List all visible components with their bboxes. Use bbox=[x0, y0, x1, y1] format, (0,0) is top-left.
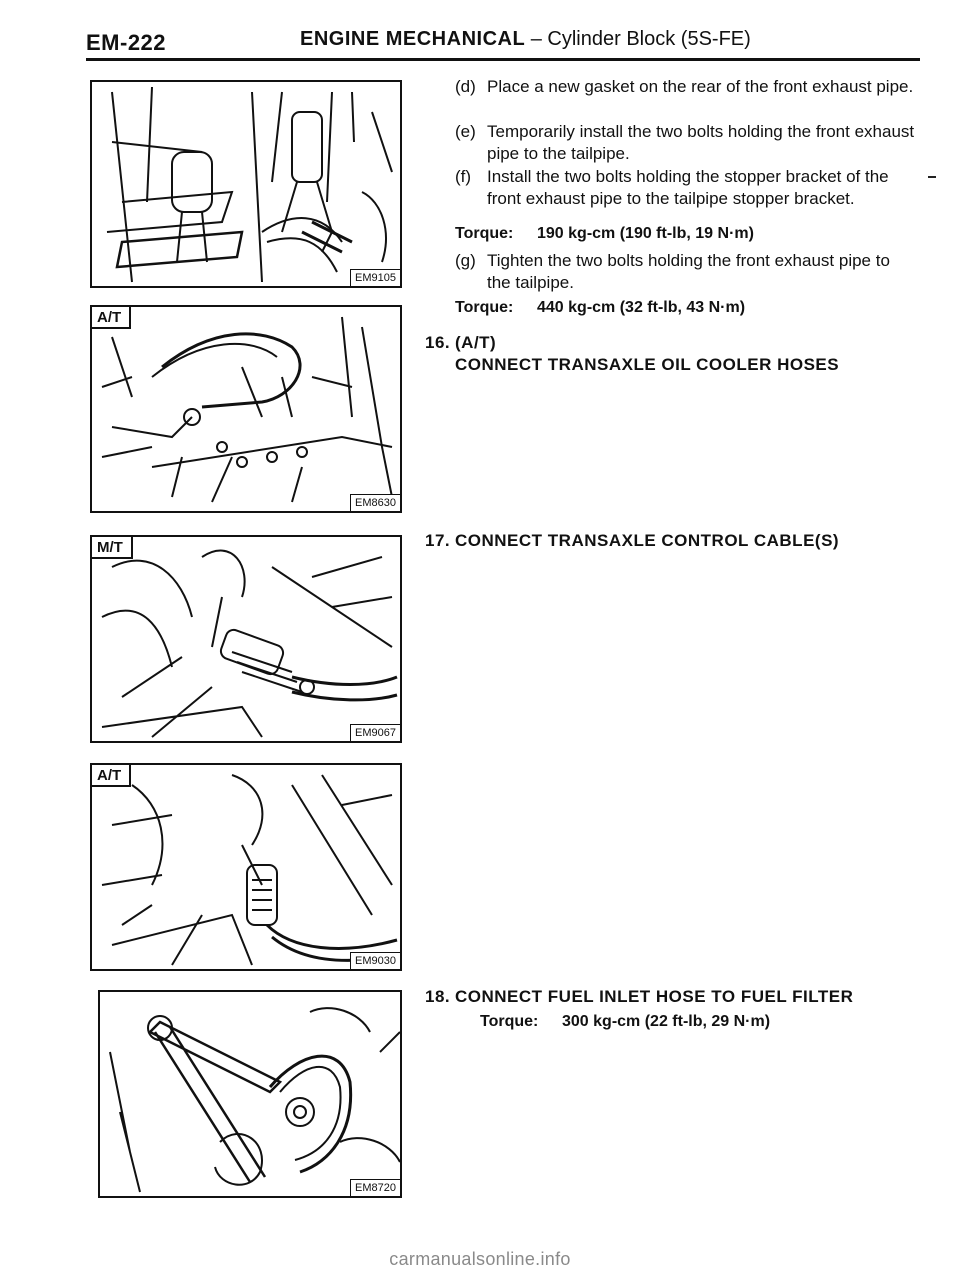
figure-tag: A/T bbox=[92, 307, 131, 329]
figure-control-cable-mt-illustration bbox=[92, 537, 402, 743]
step-18 bbox=[425, 986, 853, 1008]
step-number: 16. bbox=[425, 333, 451, 352]
figure-tag: M/T bbox=[92, 537, 133, 559]
figure-fuel-inlet-hose-illustration bbox=[100, 992, 402, 1198]
torque-value: 190 kg-cm (190 ft-lb, 19 N·m) bbox=[537, 225, 754, 242]
section-title: ENGINE MECHANICAL bbox=[300, 28, 526, 50]
step-marker: (e) bbox=[455, 122, 476, 141]
figure-code: EM9105 bbox=[350, 269, 400, 286]
margin-dash bbox=[928, 176, 936, 178]
step-title: CONNECT FUEL INLET HOSE TO FUEL FILTER bbox=[455, 987, 854, 1006]
figure-control-cable-at-illustration bbox=[92, 765, 402, 971]
torque-spec-g bbox=[455, 299, 745, 317]
watermark: carmanualsonline.info bbox=[389, 1249, 571, 1269]
header-rule bbox=[86, 58, 920, 61]
torque-spec-18 bbox=[480, 1013, 770, 1031]
figure-exhaust-pipe-illustration bbox=[92, 82, 402, 288]
figure-code: EM8630 bbox=[350, 494, 400, 511]
step-number: 18. bbox=[425, 987, 451, 1006]
step-text: Tighten the two bolts holding the front exhaust pipe to the tailpipe. bbox=[487, 251, 890, 292]
step-16 bbox=[425, 332, 839, 376]
step-title: CONNECT TRANSAXLE CONTROL CABLE(S) bbox=[455, 531, 840, 550]
step-marker: (f) bbox=[455, 167, 472, 186]
step-text: Place a new gasket on the rear of the front exhaust pipe. bbox=[487, 77, 914, 96]
subsection-title: – Cylinder Block (5S-FE) bbox=[530, 28, 751, 50]
figure-code: EM9030 bbox=[350, 952, 400, 969]
step-number: 17. bbox=[425, 531, 451, 550]
figure-fuel-inlet-hose bbox=[98, 990, 402, 1198]
step-17 bbox=[425, 530, 839, 552]
step-g bbox=[455, 250, 915, 294]
figure-code: EM9067 bbox=[350, 724, 400, 741]
step-marker: (d) bbox=[455, 77, 476, 96]
figure-oil-cooler-hoses-illustration bbox=[92, 307, 402, 513]
figure-code: EM8720 bbox=[350, 1179, 400, 1196]
step-qualifier: (A/T) bbox=[455, 333, 497, 352]
step-title: CONNECT TRANSAXLE OIL COOLER HOSES bbox=[455, 355, 840, 374]
figure-control-cable-mt bbox=[90, 535, 402, 743]
torque-label: Torque: bbox=[480, 1013, 539, 1030]
step-e bbox=[455, 121, 915, 165]
figure-exhaust-pipe bbox=[90, 80, 402, 288]
page-header bbox=[300, 28, 751, 51]
torque-label: Torque: bbox=[455, 225, 514, 242]
figure-oil-cooler-hoses bbox=[90, 305, 402, 513]
page-number: EM-222 bbox=[86, 30, 167, 55]
torque-value: 300 kg-cm (22 ft-lb, 29 N·m) bbox=[562, 1013, 771, 1030]
torque-label: Torque: bbox=[455, 299, 514, 316]
step-text: Install the two bolts holding the stopper bracket of the front exhaust pipe to the tailpipe stopper bracket. bbox=[487, 167, 889, 208]
figure-control-cable-at bbox=[90, 763, 402, 971]
step-f bbox=[455, 166, 915, 210]
step-text: Temporarily install the two bolts holding the front exhaust pipe to the tailpipe. bbox=[487, 122, 915, 163]
figure-tag: A/T bbox=[92, 765, 131, 787]
torque-spec-f bbox=[455, 225, 754, 243]
step-marker: (g) bbox=[455, 251, 476, 270]
torque-value: 440 kg-cm (32 ft-lb, 43 N·m) bbox=[537, 299, 746, 316]
step-d bbox=[455, 76, 915, 98]
